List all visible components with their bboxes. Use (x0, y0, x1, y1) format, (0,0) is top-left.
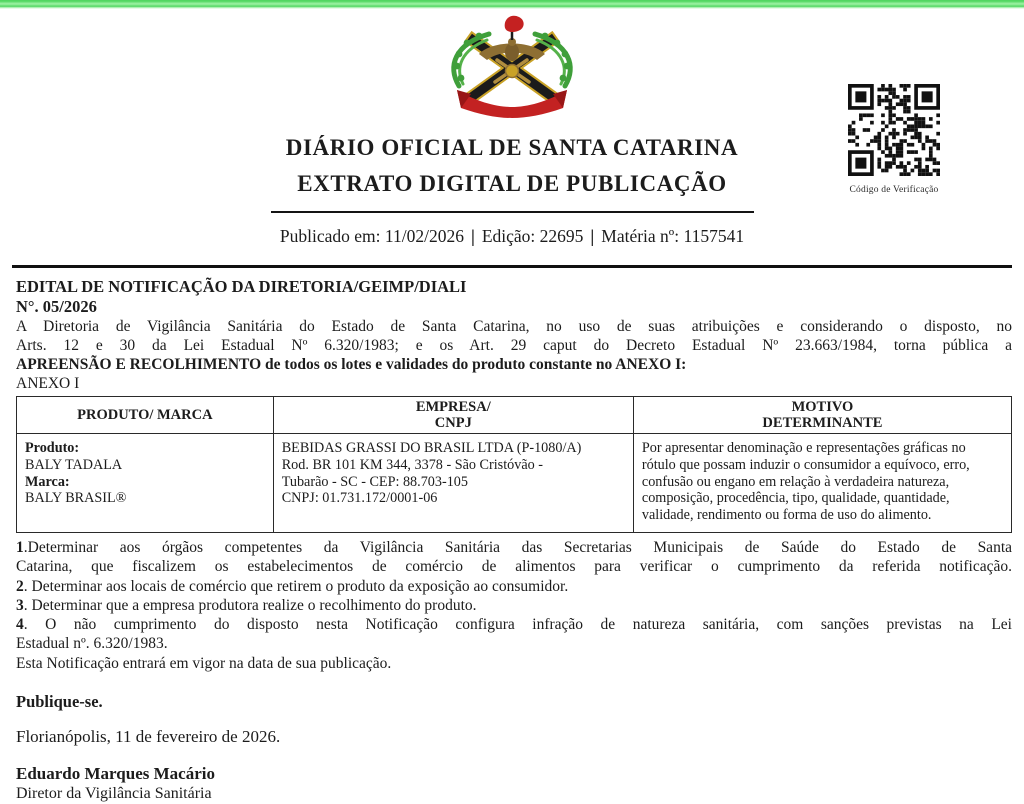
signer-title: Diretor da Vigilância Sanitária (16, 785, 212, 803)
determinations-list (16, 538, 1012, 673)
column-header-empresa-cnpj: EMPRESA/ CNPJ (273, 397, 633, 434)
publication-meta (0, 226, 1024, 247)
item-number: 1 (16, 538, 24, 556)
marca-value: BALY BRASIL® (25, 490, 127, 507)
verification-qr-block (846, 84, 942, 195)
effective-date-line: Esta Notificação entrará em vigor na data de sua publicação. (16, 654, 392, 672)
table-row (17, 434, 1012, 533)
determination-item-4: 4. O não cumprimento do disposto nesta Notificação configura infração de natureza sanitária, com sanções previstas na Lei Estadual nº. 6.320/1983. (16, 616, 1012, 653)
materia-number: Matéria nº: 1157541 (601, 226, 745, 246)
publish-order: Publique-se. (16, 692, 103, 712)
intro-line: A Diretoria de Vigilância Sanitária do Estado de Santa Catarina, no uso de suas atribuições e considerando o disposto, no (16, 318, 1012, 335)
gazette-title: DIÁRIO OFICIAL DE SANTA CATARINA (285, 135, 739, 160)
intro-line: Arts. 12 e 30 da Lei Estadual Nº 6.320/1983; e os Art. 29 caput do Decreto Estadual Nº 23.663/1984, torna pública a (16, 337, 1012, 354)
seizure-order-line: APREENSÃO E RECOLHIMENTO de todos os lotes e validades do produto constante no ANEXO I: (16, 356, 687, 373)
item-number: 2 (16, 577, 24, 595)
empresa-cnpj-cell (273, 434, 633, 533)
marca-label: Marca: (25, 473, 70, 490)
item-number: 3 (16, 596, 24, 614)
qr-code-icon (848, 84, 940, 176)
empresa-line: Rod. BR 101 KM 344, 3378 - São Cristóvão - (281, 456, 543, 473)
produto-value: BALY TADALA (25, 456, 123, 473)
table-header-row (17, 397, 1012, 434)
determination-item-3: 3. Determinar que a empresa produtora realize o recolhimento do produto. (16, 596, 477, 614)
gazette-subtitle: EXTRATO DIGITAL DE PUBLICAÇÃO (297, 171, 727, 196)
notice-number: N°. 05/2026 (16, 297, 97, 316)
santa-catarina-coat-of-arms-icon (437, 14, 587, 118)
column-header-motivo-determinante: MOTIVO DETERMINANTE (633, 397, 1011, 434)
place-and-date: Florianópolis, 11 de fevereiro de 2026. (16, 727, 281, 747)
empresa-line: Tubarão - SC - CEP: 88.703-105 (281, 473, 468, 490)
empresa-line: BEBIDAS GRASSI DO BRASIL LTDA (P-1080/A) (281, 440, 582, 456)
empresa-line: CNPJ: 01.731.172/0001-06 (281, 490, 438, 507)
meta-separator: | (590, 226, 595, 246)
notice-heading: EDITAL DE NOTIFICAÇÃO DA DIRETORIA/GEIMP/DIALI (16, 277, 467, 296)
column-header-produto-marca: PRODUTO/ MARCA (17, 397, 274, 434)
produto-marca-cell (17, 434, 274, 533)
signer-name: Eduardo Marques Macário (16, 764, 215, 784)
annex-label: ANEXO I (16, 375, 80, 392)
determination-item-1: 1.Determinar aos órgãos competentes da Vigilância Sanitária das Secretarias Municipais de Saúde do Estado de Santa Catarina, que fiscalizem os estabelecimentos de comércio de alimentos para verificar o cumprimento da referida notificação. (16, 538, 1012, 576)
edition-number: Edição: 22695 (481, 226, 584, 246)
notice-body (0, 268, 1024, 804)
produto-label: Produto: (25, 440, 80, 456)
title-divider (271, 211, 754, 213)
annex-table (16, 396, 1012, 533)
green-accent-bar (0, 0, 1024, 9)
qr-caption: Código de Verificação (849, 185, 939, 195)
signature-block (16, 764, 1012, 804)
motivo-cell: Por apresentar denominação e representações gráficas no rótulo que possam induzir o consumidor a equívoco, erro, confusão ou engano em relação à verdadeira natureza, composição, procedência, tipo, qualidade, quantidade, validade, rendimento ou forma de uso do alimento. (633, 434, 1011, 533)
item-number: 4 (16, 616, 24, 634)
meta-separator: | (470, 226, 475, 246)
published-date: Publicado em: 11/02/2026 (279, 226, 464, 246)
determination-item-2: 2. Determinar aos locais de comércio que retirem o produto da exposição ao consumidor. (16, 577, 569, 595)
